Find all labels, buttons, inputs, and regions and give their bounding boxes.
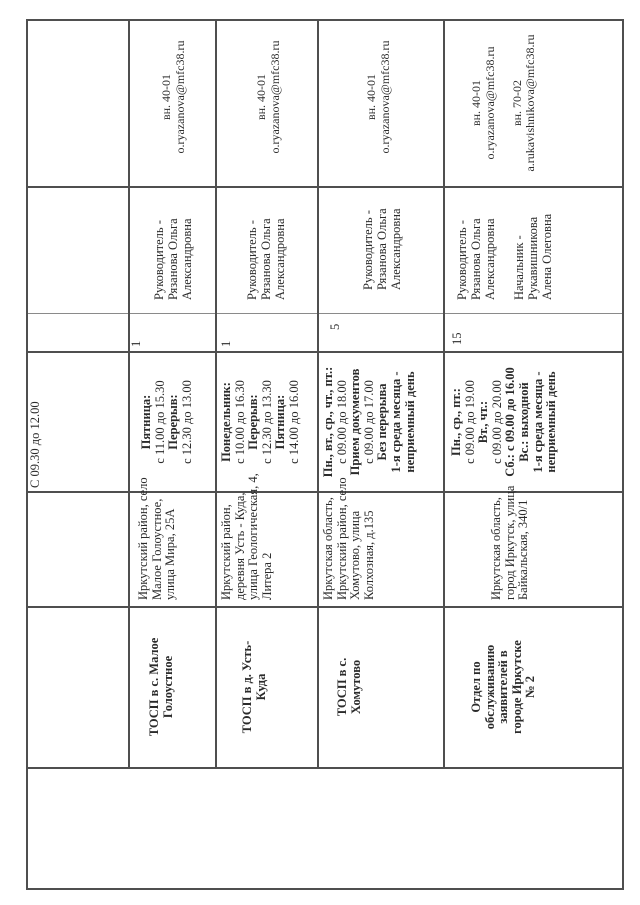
head-row-4: Руководитель - Рязанова Ольга Александровна Начальник - Рукавишникова Алена Олеговна	[455, 213, 555, 300]
rule-head-windows	[26, 313, 624, 314]
head-row-1: Руководитель - Рязанова Ольга Александровна	[152, 218, 195, 300]
windows-count-row-2: 1	[219, 340, 233, 347]
rule-windows-schedule	[26, 351, 624, 353]
contact-row-2: вн. 40-01 o.ryazanova@mfc38.ru	[254, 40, 282, 154]
rule-row-2	[215, 19, 217, 769]
address-row-1: Иркутский район, село Малое Голоустное, улица Мира, 25А	[136, 477, 178, 600]
table-top-border	[26, 19, 624, 21]
head-row-3: Руководитель - Рязанова Ольга Александровна	[361, 208, 404, 290]
schedule-row-3: Пн., вт., ср., чт., пт.: с 09.00 до 18.00 Прием документов с 09.00 до 17.00 Без перерыва 1-я среда месяца - неприемный день	[321, 366, 417, 478]
windows-count-row-4: 15	[450, 332, 464, 345]
address-row-2: Иркутский район, деревня Усть - Куда, улица Геологическая, 4, Литера 2	[219, 473, 274, 600]
office-name-row-3: ТОСП в с. Хомутово	[335, 657, 363, 717]
continued-schedule: С 09.30 до 12.00	[28, 401, 42, 488]
schedule-row-2: Понедельник: с 10.00 до 16.30 Перерыв: с 12.30 до 13.30 Пятница: с 14.00 до 16.00	[219, 380, 301, 464]
office-name-row-1: ТОСП в с. Малое Голоустное	[147, 637, 175, 737]
office-name-row-4: Отдел по обслуживанию заявителей в городе Иркутске № 2	[469, 640, 538, 734]
rule-office-index	[26, 767, 624, 769]
contact-row-3: вн. 40-01 o.ryazanova@mfc38.ru	[364, 40, 392, 154]
table-right-border	[622, 19, 624, 889]
address-row-4: Иркутская область, город Иркутск, улица Байкальская, 340/1	[489, 485, 531, 600]
address-row-3: Иркутская область, Иркутский район, село Хомутово, улица Колхозная, д.135	[321, 477, 376, 600]
head-row-2: Руководитель - Рязанова Ольга Александровна	[245, 218, 288, 300]
table-bottom-border	[26, 888, 624, 890]
windows-count-row-3: 5	[328, 323, 342, 330]
rule-row-4	[443, 19, 445, 769]
contact-row-1: вн. 40-01 o.ryazanova@mfc38.ru	[159, 40, 187, 154]
rule-contact-head	[26, 186, 624, 188]
rule-address-office	[26, 606, 624, 608]
office-name-row-2: ТОСП в д. Усть- Куда	[240, 640, 268, 734]
contact-row-4: вн. 40-01 o.ryazanova@mfc38.ru вн. 70-02 a.rukavishnikova@mfc38.ru	[469, 34, 538, 172]
windows-count-row-1: 1	[129, 340, 143, 347]
rule-row-3	[317, 19, 319, 769]
schedule-row-1: Пятница: с 11.00 до 15.30 Перерыв: с 12.30 до 13.00	[139, 380, 194, 464]
schedule-row-4: Пн., ср., пт.: с 09.00 до 19.00 Вт., чт.: с 09.00 до 20.00 Сб.: с 09.00 до 16.00 Вс.: выходной 1-я среда месяца - неприемный день	[449, 367, 559, 477]
rule-row-1	[128, 19, 130, 769]
